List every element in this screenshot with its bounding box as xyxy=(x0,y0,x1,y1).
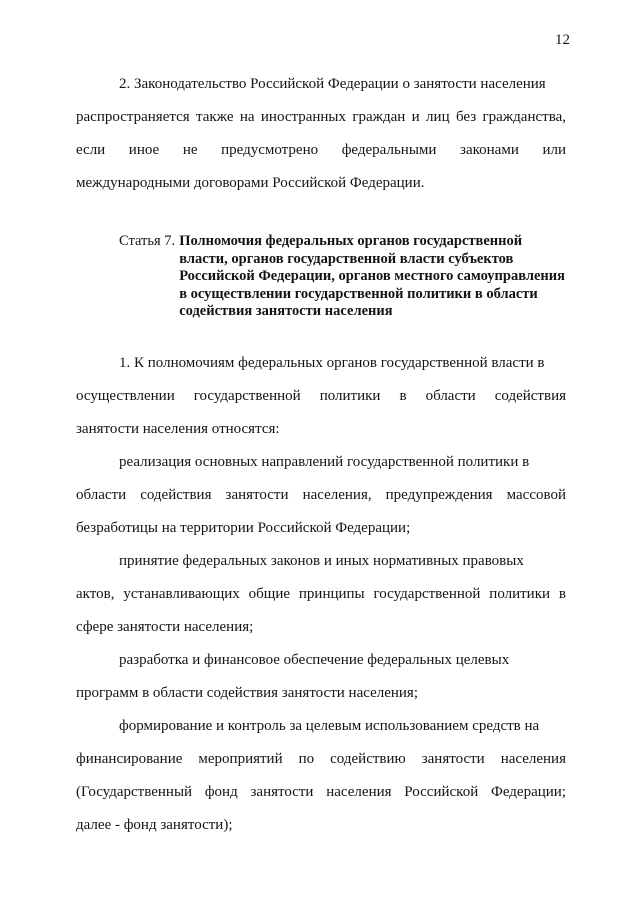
body-line: сфере занятости населения; xyxy=(76,619,254,635)
article-title-line: Полномочия федеральных органов государственной xyxy=(179,233,523,249)
paragraph-2 xyxy=(76,68,566,200)
body-line: (Государственный фонд занятости населения Российской Федерации; xyxy=(76,784,566,800)
body-line: далее - фонд занятости); xyxy=(76,817,233,833)
body-line: реализация основных направлений государственной политики в xyxy=(119,454,530,470)
article-title-line: власти, органов государственной власти субъектов xyxy=(179,250,514,267)
paragraph-line: 2. Законодательство Российской Федерации о занятости населения xyxy=(119,76,546,92)
paragraph-line: распространяется также на иностранных граждан и лиц без гражданства, xyxy=(76,109,566,125)
body-line: формирование и контроль за целевым использованием средств на xyxy=(119,718,540,734)
body-line: программ в области содействия занятости населения; xyxy=(76,685,418,701)
article-title-line: Российской Федерации, органов местного самоуправления xyxy=(179,268,565,284)
body-line: финансирование мероприятий по содействию занятости населения xyxy=(76,751,566,767)
article-title xyxy=(179,233,565,321)
body-line: безработицы на территории Российской Федерации; xyxy=(76,520,411,536)
body-line: принятие федеральных законов и иных нормативных правовых xyxy=(119,553,524,569)
paragraph-line: если иное не предусмотрено федеральными законами или xyxy=(76,142,566,158)
article-body xyxy=(76,347,566,842)
body-line: занятости населения относятся: xyxy=(76,421,280,437)
body-line: актов, устанавливающих общие принципы государственной политики в xyxy=(76,586,566,602)
body-line: 1. К полномочиям федеральных органов государственной власти в xyxy=(119,355,545,371)
article-title-line: содействия занятости населения xyxy=(179,303,393,319)
article-label: Статья 7. xyxy=(119,233,176,249)
paragraph-line: международными договорами Российской Федерации. xyxy=(76,175,425,191)
body-line: осуществлении государственной политики в области содействия xyxy=(76,388,566,404)
page-number: 12 xyxy=(555,32,570,48)
body-line: разработка и финансовое обеспечение федеральных целевых xyxy=(119,652,510,668)
article-heading xyxy=(119,233,579,321)
article-title-line: в осуществлении государственной политики в области xyxy=(179,285,538,302)
body-line: области содействия занятости населения, предупреждения массовой xyxy=(76,487,566,503)
